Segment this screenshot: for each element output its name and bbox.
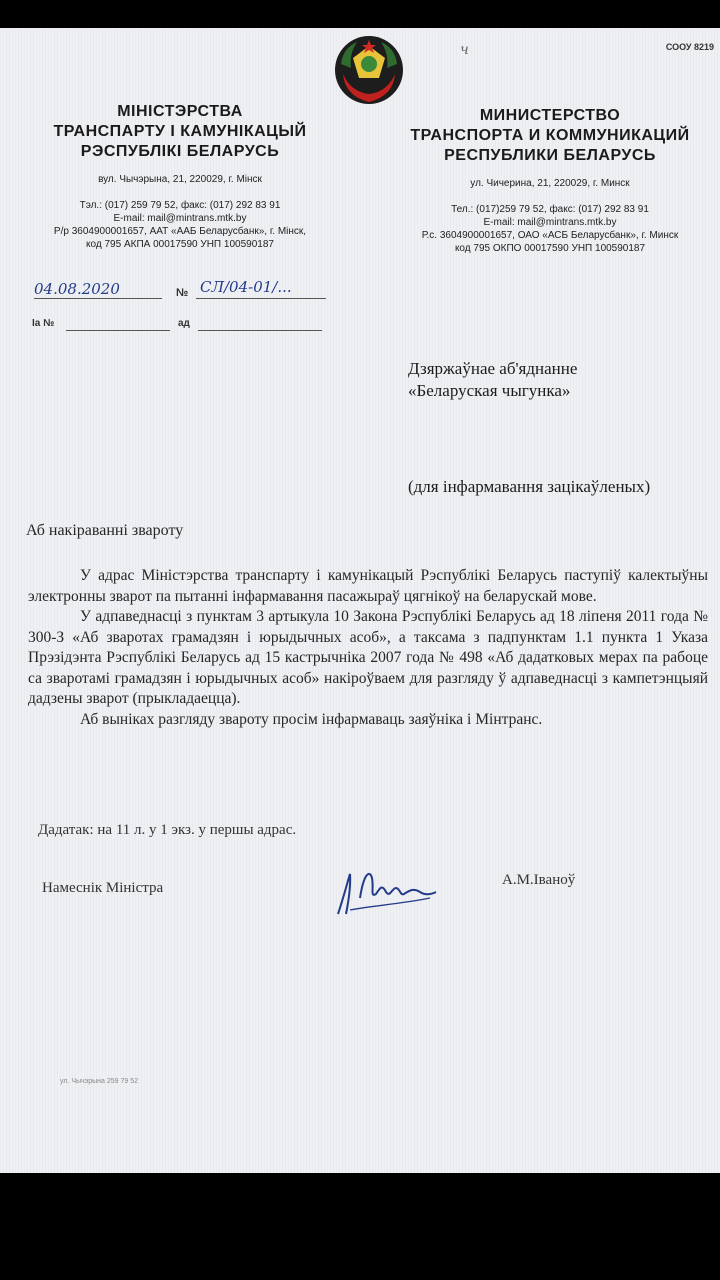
header-right-bank-1: Р.с. 3604900001657, ОАО «АСБ Беларусбанк», г. Минск: [421, 230, 679, 241]
signatory-position: Намеснік Міністра: [42, 880, 164, 896]
header-left-title-3: РЭСПУБЛІКІ БЕЛАРУСЬ: [80, 143, 280, 160]
header-left-email: E-mail: mail@mintrans.mtk.by: [113, 213, 247, 224]
header-right-address: ул. Чичерина, 21, 220029, г. Минск: [470, 178, 630, 189]
document-page: [0, 28, 720, 1173]
header-right-bank-2: код 795 ОКПО 00017590 УНП 100590187: [454, 243, 646, 254]
signature-icon: [330, 858, 442, 922]
header-right-title-2: ТРАНСПОРТА И КОММУНИКАЦИЙ: [410, 127, 690, 144]
number-label: №: [176, 287, 189, 299]
date-handwritten: 04.08.2020: [34, 280, 120, 298]
header-left-address: вул. Чычэрына, 21, 220029, г. Мінск: [98, 174, 262, 185]
header-right-title-1: МИНИСТЕРСТВО: [479, 107, 621, 124]
header-left-title-2: ТРАНСПАРТУ І КАМУНІКАЦЫЙ: [53, 123, 307, 140]
attachment-note: Дадатак: на 11 л. у 1 экз. у першы адрас.: [38, 822, 297, 838]
handwritten-mark: ч: [460, 42, 469, 58]
from-label: ад: [178, 318, 190, 329]
header-left-bank-2: код 795 АКПА 00017590 УНП 100590187: [86, 239, 274, 250]
paragraph-2: У адпаведнасці з пунктам 3 артыкула 10 Закона Рэспублікі Беларусь ад 18 ліпеня 2011 года № 300-З «Аб зваротах грамадзян і юрыдычных асоб», а таксама з падпунктам 1.1 пункта 1 Указа Прэзідэнта Рэспублікі Беларусь ад 15 кастрычніка 2007 года № 498 «Аб дадатковых мерах па рабоце са зваротамі грамадзян і юрыдычных асоб» накіроўваем для разгляду ў адпаведнасці з кампетэнцыяй дадзены зварот (прыкладаецца).: [28, 608, 708, 707]
header-right: [380, 106, 720, 255]
header-left-title-1: МІНІСТЭРСТВА: [117, 103, 243, 120]
date-line: [34, 298, 162, 299]
number-handwritten: СЛ/04-01/...: [200, 278, 292, 296]
header-left: [10, 102, 350, 251]
number-line: [196, 298, 326, 299]
header-right-title-3: РЕСПУБЛИКИ БЕЛАРУСЬ: [444, 147, 656, 164]
letter-body: [28, 566, 708, 730]
document-code: СООУ 8219: [665, 42, 714, 52]
from-line: [198, 330, 322, 331]
signatory-name: А.М.Іваноў: [502, 872, 576, 888]
addressee-line-1: Дзяржаўнае аб'яднанне: [408, 359, 578, 378]
addressee-cc: (для інфармавання зацікаўленых): [408, 477, 651, 496]
paragraph-3: Аб выніках разгляду звароту просім інфармаваць заяўніка і Мінтранс.: [80, 710, 543, 728]
state-emblem-icon: [333, 34, 405, 106]
to-label: Іа №: [32, 318, 55, 329]
paragraph-1: У адрас Міністэрства транспарту і камунікацый Рэспублікі Беларусь паступіў калектыўны электронны зварот па пытанні інфармавання пасажыраў цягнікоў на беларускай мове.: [28, 567, 708, 605]
header-right-email: E-mail: mail@mintrans.mtk.by: [483, 217, 617, 228]
to-line: [66, 330, 170, 331]
header-left-bank-1: Р/р 3604900001657, ААТ «ААБ Беларусбанк», г. Мінск,: [53, 226, 307, 237]
subject: Аб накіраванні звароту: [26, 522, 184, 539]
footer-note: ул. Чычэрына 259 79 52: [60, 1078, 139, 1085]
addressee-line-2: «Беларуская чыгунка»: [408, 381, 571, 400]
header-right-phone: Тел.: (017)259 79 52, факс: (017) 292 83 91: [451, 204, 649, 215]
header-left-phone: Тэл.: (017) 259 79 52, факс: (017) 292 83 91: [79, 200, 281, 211]
